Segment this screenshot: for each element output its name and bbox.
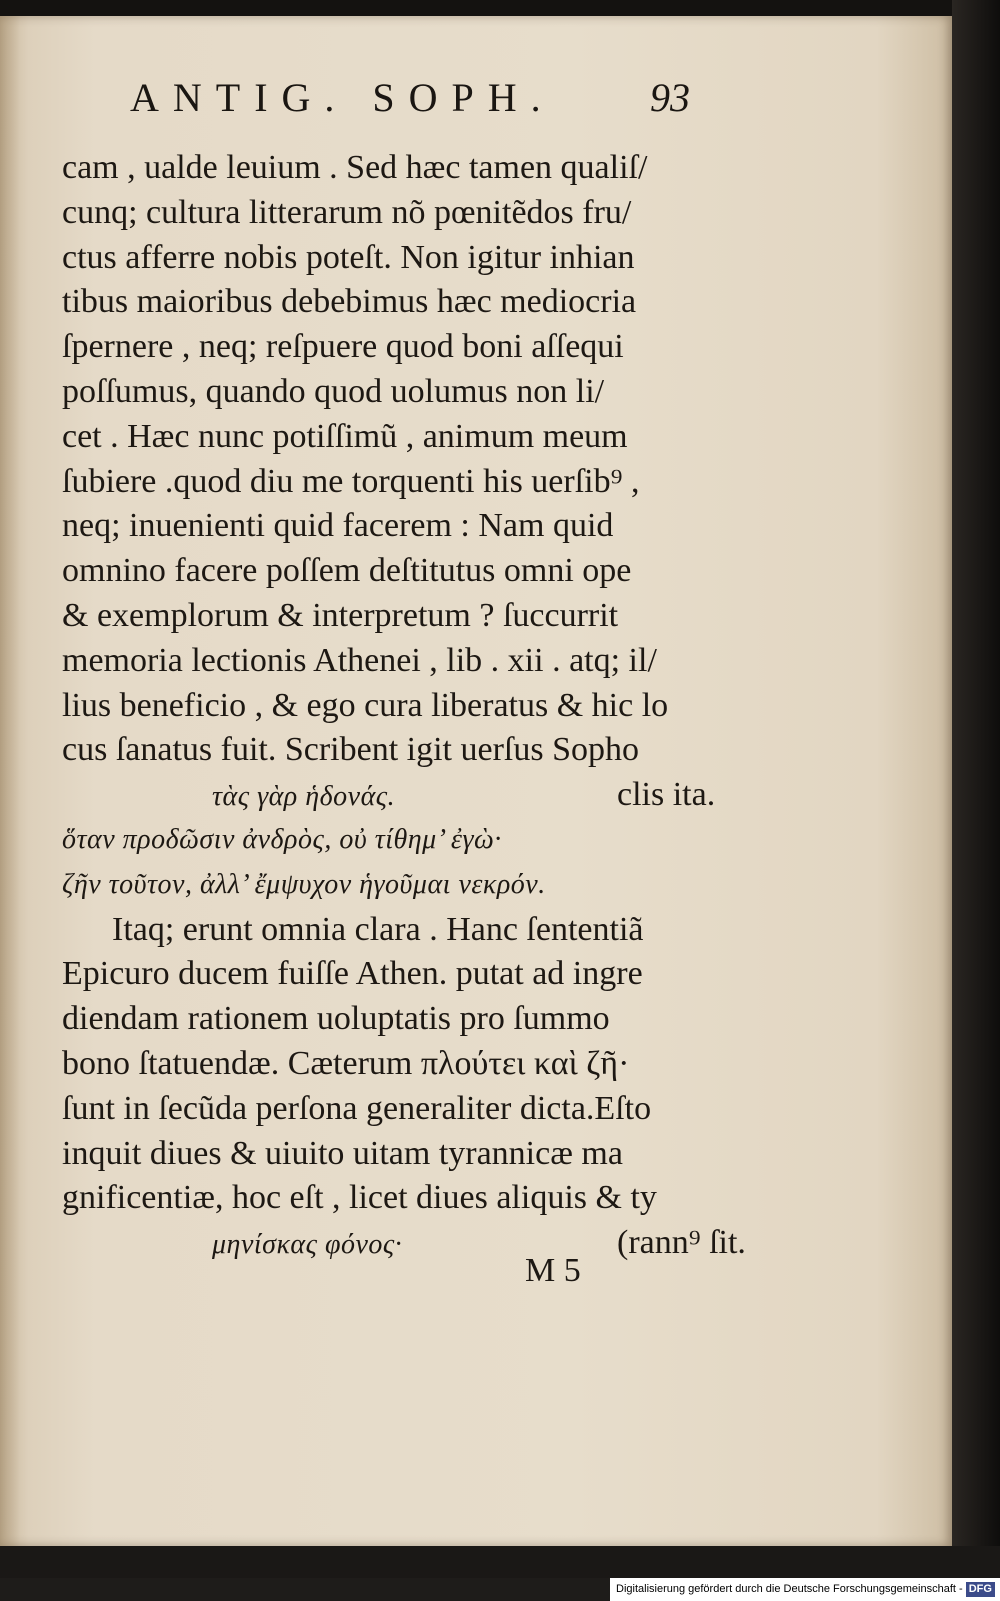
- text-line: neq; inuenienti quid facerem : Nam quid: [62, 507, 614, 545]
- text-line: cus ſanatus fuit. Scribent igit uerſus Sopho: [62, 731, 639, 769]
- scan-right-edge: [952, 0, 1000, 1560]
- text-line: gnificentiæ, hoc eſt , licet diues aliquis & ty: [62, 1179, 657, 1217]
- running-head: ANTIG. SOPH.: [130, 75, 555, 120]
- text-line-tail: clis ita.: [617, 776, 716, 814]
- greek-verse: ὅταν προδῶσιν ἀνδρὸς, οὐ τίθημ’ ἐγὼ·: [62, 823, 502, 855]
- dfg-logo: DFG: [966, 1582, 995, 1597]
- greek-verse: ζῆν τοῦτον, ἀλλ’ ἔμψυχον ἡγοῦμαι νεκρόν.: [62, 868, 546, 900]
- greek-quote-line: [62, 1221, 746, 1266]
- text-line: inquit diues & uiuito uitam tyrannicæ ma: [62, 1134, 623, 1172]
- text-line: cet . Hæc nunc potiſſimũ , animum meum: [62, 417, 628, 455]
- text-line-tail: (rann⁹ ſit.: [617, 1224, 746, 1262]
- body-text: [62, 146, 746, 1266]
- text-line: ſunt in ſecũda perſona generaliter dicta.Eſto: [62, 1089, 652, 1127]
- catchword-signature: M 5: [525, 1252, 581, 1289]
- credit-text: Digitalisierung gefördert durch die Deutsche Forschungsgemeinschaft -: [616, 1583, 963, 1595]
- greek-quote-line: [62, 773, 742, 818]
- digitization-credit: [610, 1578, 1000, 1601]
- text-line: cunq; cultura litterarum nõ pœnitẽdos fru/: [62, 193, 632, 231]
- greek-quote: τὰς γὰρ ἡδονάς.: [212, 781, 396, 813]
- page-number: 93: [650, 75, 690, 120]
- text-line: Epicuro ducem fuiſſe Athen. putat ad ingre: [62, 955, 643, 993]
- text-line: & exemplorum & interpretum ? ſuccurrit: [62, 596, 619, 634]
- text-line: omnino facere poſſem deſtitutus omni ope: [62, 552, 632, 590]
- scan-bottom-edge: [0, 1546, 1000, 1578]
- text-line: ctus afferre nobis poteſt. Non igitur inhian: [62, 238, 635, 276]
- text-line: cam , ualde leuium . Sed hæc tamen qualiſ/: [62, 149, 648, 186]
- text-line: ſubiere .quod diu me torquenti his uerſib⁹ ,: [62, 462, 640, 500]
- text-line: tibus maioribus debebimus hæc mediocria: [62, 283, 637, 321]
- book-page: [0, 16, 952, 1546]
- text-line: poſſumus, quando quod uolumus non li/: [62, 372, 605, 410]
- text-line: bono ſtatuendæ. Cæterum πλούτει καὶ ζῆ·: [62, 1044, 630, 1082]
- text-line: Itaq; erunt omnia clara . Hanc ſententiã: [112, 910, 644, 948]
- scan-top-edge: [0, 0, 1000, 16]
- greek-quote: μηνίσκας φόνος·: [212, 1229, 403, 1261]
- text-line: ſpernere , neq; reſpuere quod boni aſſequi: [62, 328, 624, 366]
- text-line: diendam rationem uoluptatis pro ſummo: [62, 1000, 610, 1038]
- text-line: lius beneficio , & ego cura liberatus & hic lo: [62, 686, 669, 724]
- text-line: memoria lectionis Athenei , lib . xii . atq; il/: [62, 641, 657, 679]
